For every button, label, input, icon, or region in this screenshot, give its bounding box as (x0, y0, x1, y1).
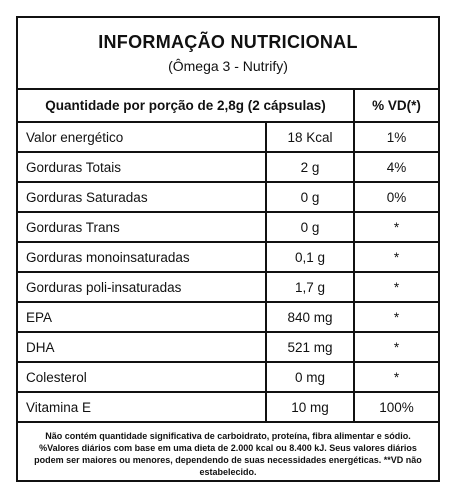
nutrient-vd: 4% (354, 152, 438, 182)
nutrient-vd: 1% (354, 122, 438, 152)
nutrient-name: DHA (18, 332, 266, 362)
nutrient-vd: 100% (354, 392, 438, 422)
nutrient-name: Gorduras Totais (18, 152, 266, 182)
nutrient-value: 0 g (266, 212, 354, 242)
nutrient-vd: * (354, 242, 438, 272)
nutrient-vd: * (354, 272, 438, 302)
label-title: INFORMAÇÃO NUTRICIONAL (98, 32, 358, 52)
table-row (18, 302, 438, 332)
nutrient-name: Valor energético (18, 122, 266, 152)
nutrition-table (18, 90, 438, 423)
nutrient-vd: * (354, 362, 438, 392)
nutrition-facts-label (16, 16, 440, 482)
nutrient-name: Gorduras Saturadas (18, 182, 266, 212)
table-row (18, 392, 438, 422)
nutrient-value: 0,1 g (266, 242, 354, 272)
label-subtitle: (Ômega 3 - Nutrify) (168, 58, 288, 74)
nutrient-vd: * (354, 212, 438, 242)
nutrient-value: 0 g (266, 182, 354, 212)
nutrient-vd: 0% (354, 182, 438, 212)
footnote: Não contém quantidade significativa de carboidrato, proteína, fibra alimentar e sódio. %Valores diários com base em uma dieta de 2.000 kcal ou 8.400 kJ. Seus valores diários podem ser maiores ou menores, dependendo de suas necessidades energéticas. **VD não estabelecido. (34, 431, 422, 477)
nutrient-vd: * (354, 332, 438, 362)
table-row (18, 242, 438, 272)
nutrient-value: 18 Kcal (266, 122, 354, 152)
nutrient-name: Gorduras monoinsaturadas (18, 242, 266, 272)
nutrient-value: 0 mg (266, 362, 354, 392)
nutrient-value: 521 mg (266, 332, 354, 362)
table-row (18, 182, 438, 212)
table-row (18, 152, 438, 182)
nutrient-name: EPA (18, 302, 266, 332)
vd-header: % VD(*) (354, 90, 438, 122)
nutrient-name: Vitamina E (18, 392, 266, 422)
label-header (18, 18, 438, 90)
nutrient-value: 2 g (266, 152, 354, 182)
table-row (18, 272, 438, 302)
nutrient-name: Colesterol (18, 362, 266, 392)
table-row (18, 212, 438, 242)
nutrient-value: 840 mg (266, 302, 354, 332)
portion-header-row (18, 90, 438, 122)
table-row (18, 332, 438, 362)
nutrient-value: 1,7 g (266, 272, 354, 302)
table-row (18, 122, 438, 152)
nutrient-name: Gorduras poli-insaturadas (18, 272, 266, 302)
nutrient-name: Gorduras Trans (18, 212, 266, 242)
portion-label: Quantidade por porção de 2,8g (2 cápsulas) (18, 90, 354, 122)
table-row (18, 362, 438, 392)
nutrient-value: 10 mg (266, 392, 354, 422)
nutrient-vd: * (354, 302, 438, 332)
